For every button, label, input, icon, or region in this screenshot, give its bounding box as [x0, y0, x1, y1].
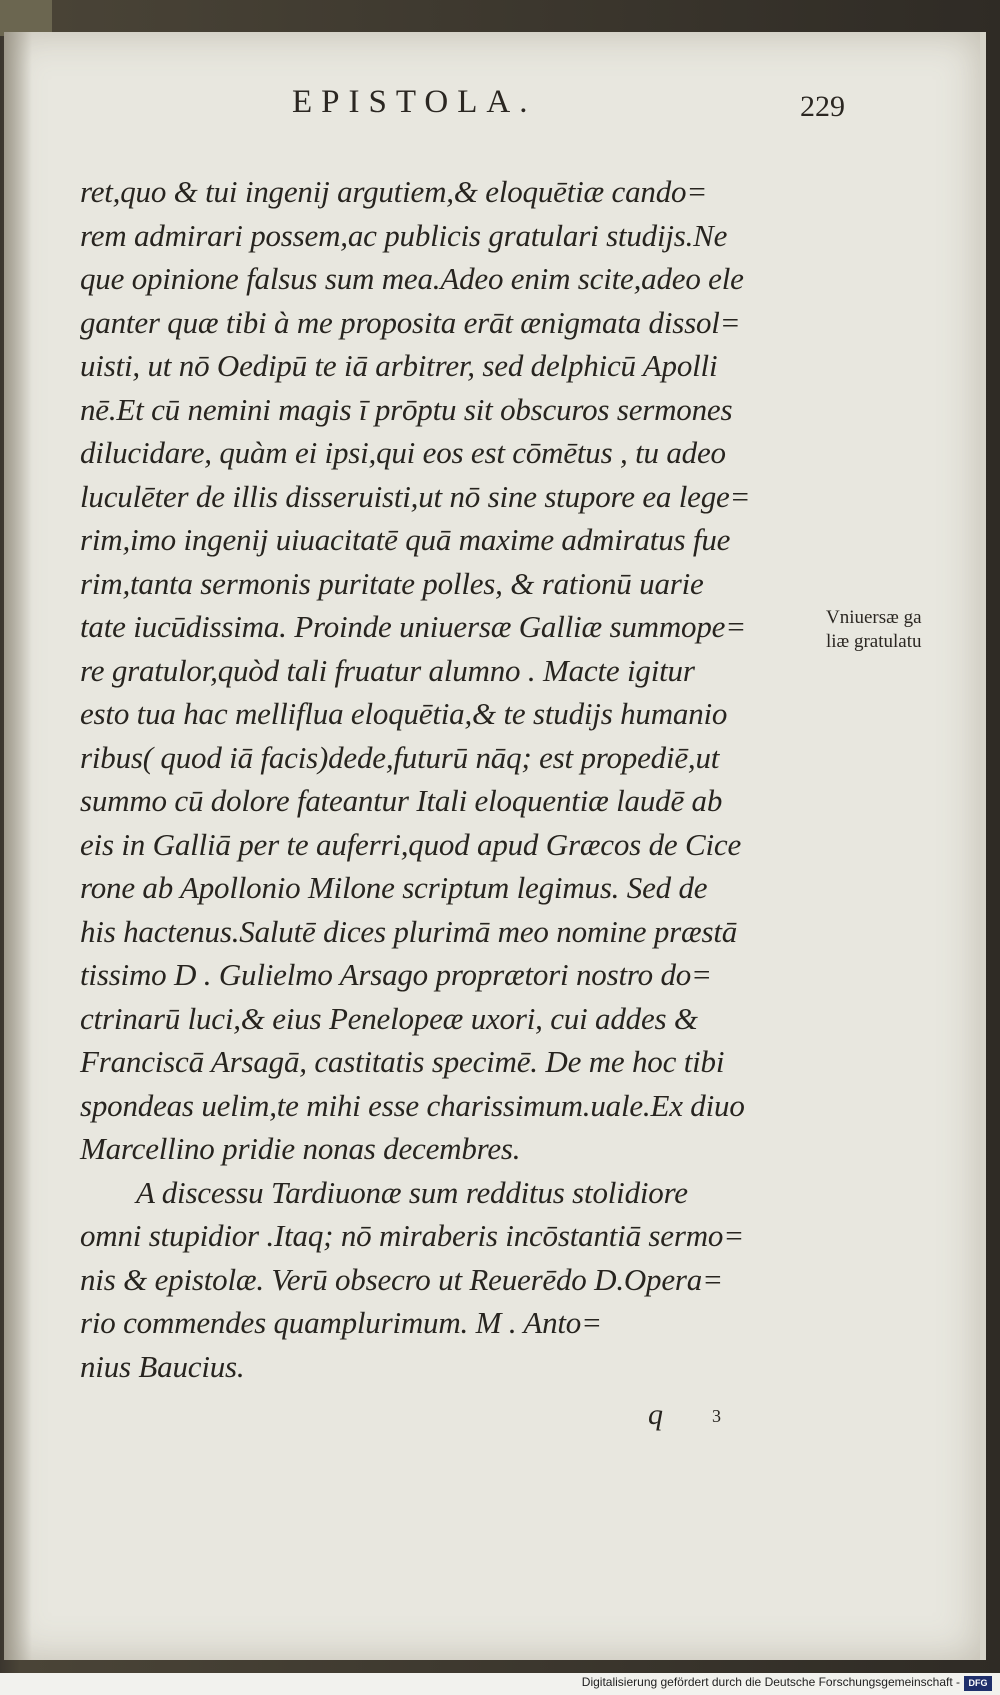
text-line: rone ab Apollonio Milone scriptum legimus. Sed de: [80, 870, 708, 905]
text-line: ctrinarū luci,& eius Penelopeæ uxori, cui addes &: [80, 1000, 698, 1036]
signature-mark: q: [648, 1398, 663, 1431]
margin-note-line: Vniuersæ ga: [826, 607, 922, 628]
text-line: his hactenus.Salutē dices plurimā meo nomine præstā: [80, 913, 738, 949]
scan-corner-mark: [0, 0, 52, 36]
dfg-logo: DFG: [964, 1676, 992, 1691]
signature-number: 3: [712, 1406, 721, 1426]
postscript-line: A discessu Tardiuonæ sum redditus stolidiore: [136, 1174, 688, 1210]
text-line: ret,quo & tui ingenij argutiem,& eloquētiæ cando=: [80, 174, 708, 209]
letter-body: [80, 170, 830, 1388]
postscript-line: nius Baucius.: [80, 1348, 245, 1384]
text-line: que opinione falsus sum mea.Adeo enim scite,adeo ele: [80, 261, 744, 296]
text-line: dilucidare, quàm ei ipsi,qui eos est cōmētus , tu adeo: [80, 435, 726, 470]
running-header: EPISTOLA.: [292, 84, 537, 120]
text-line: uisti, ut nō Oedipū te iā arbitrer, sed delphicū Apolli: [80, 348, 718, 383]
page-number: 229: [800, 90, 845, 123]
text-line: rem admirari possem,ac publicis gratulari studijs.Ne: [80, 217, 728, 253]
text-line: tissimo D . Gulielmo Arsago proprætori nostro do=: [80, 957, 712, 992]
text-line: tate iucūdissima. Proinde uniuersæ Galliæ summope=: [80, 609, 746, 644]
text-line: spondeas uelim,te mihi esse charissimum.uale.Ex diuo: [80, 1087, 745, 1123]
text-line: ganter quæ tibi à me proposita erāt ænigmata dissol=: [80, 304, 741, 340]
text-line: summo cū dolore fateantur Itali eloquentiæ laudē ab: [80, 783, 723, 818]
text-line: re gratulor,quòd tali fruatur alumno . Macte igitur: [80, 652, 695, 688]
margin-note-line: liæ gratulatu: [826, 631, 922, 652]
postscript-line: nis & epistolæ. Verū obsecro ut Reuerēdo D.Opera=: [80, 1261, 723, 1297]
text-line: esto tua hac melliflua eloquētia,& te studijs humanio: [80, 696, 728, 731]
text-line: ribus( quod iā facis)dede,futurū nāq; est propediē,ut: [80, 739, 720, 775]
text-line: Franciscā Arsagā, castitatis specimē. De me hoc tibi: [80, 1044, 725, 1079]
text-line: eis in Galliā per te auferri,quod apud Græcos de Cice: [80, 826, 742, 862]
footer-credit: Digitalisierung gefördert durch die Deutsche Forschungsgemeinschaft -: [581, 1675, 960, 1689]
digitization-footer: [0, 1673, 1000, 1695]
text-line: Marcellino pridie nonas decembres.: [80, 1131, 521, 1166]
postscript-line: omni stupidior .Itaq; nō miraberis incōstantiā sermo=: [80, 1218, 744, 1253]
page-gutter-shadow: [4, 32, 32, 1660]
margin-note: [826, 606, 976, 654]
text-line: nē.Et cū nemini magis ī prōptu sit obscuros sermones: [80, 391, 733, 427]
text-line: luculēter de illis disseruisti,ut nō sine stupore ea lege=: [80, 478, 751, 514]
text-line: rim,imo ingenij uiuacitatē quā maxime admiratus fue: [80, 522, 731, 557]
text-line: rim,tanta sermonis puritate polles, & rationū uarie: [80, 565, 704, 601]
postscript-line: rio commendes quamplurimum. M . Anto=: [80, 1305, 602, 1340]
